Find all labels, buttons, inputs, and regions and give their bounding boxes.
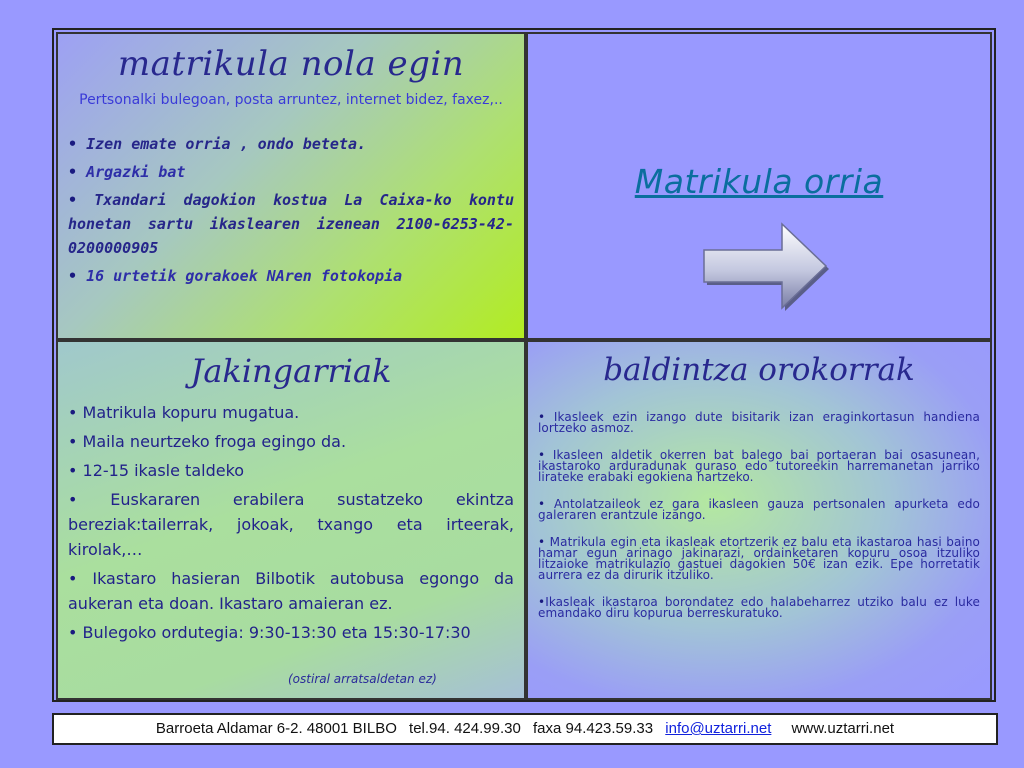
useful-info-panel <box>56 340 526 700</box>
list-item: • Euskararen erabilera sustatzeko ekintza bereziak:tailerrak, jokoak, txango eta irteerak, kirolak,… <box>68 490 514 559</box>
useful-info-list <box>58 400 524 645</box>
office-hours-note: (ostiral arratsaldetan ez) <box>288 672 437 686</box>
enrollment-how-panel <box>56 32 526 340</box>
footer-email-link[interactable]: info@uztarri.net <box>665 720 772 737</box>
list-item: • 16 urtetik gorakoek NAren fotokopia <box>68 267 403 285</box>
list-item: • Txandari dagokion kostua La Caixa-ko kontu honetan sartu ikaslearen izenean 2100-6253-42-0200000905 <box>68 191 514 257</box>
requirements-list <box>58 132 524 288</box>
list-item: • Matrikula egin eta ikasleak etortzerik ez balu eta ikastaroa hasi baino hamar egun arinago jakinarazi, ordainketaren kopuru osoa itzuliko litzaioke matrikulazio gastuei dagokien 50€ izan ezik. Epe horretatik aurrera ez da dirurik itzuliko. <box>538 535 980 582</box>
footer-address: Barroeta Aldamar 6-2. 48001 BILBO <box>155 720 397 737</box>
right-arrow-icon[interactable] <box>700 220 832 312</box>
footer-phone: tel.94. 424.99.30 <box>409 720 521 737</box>
registration-form-panel <box>526 32 992 340</box>
list-item: • Izen emate orria , ondo beteta. <box>68 135 367 153</box>
footer-website[interactable]: www.uztarri.net <box>791 720 895 737</box>
list-item: • Ikasleen aldetik okerren bat balego bai portaeran bai osasunean, ikastaroko arduradunak guraso edo tutoreekin harremanetan jarriko lirateke erabaki egokiena hartzeko. <box>538 448 981 484</box>
info-grid <box>52 28 996 702</box>
list-item: • Ikastaro hasieran Bilbotik autobusa egongo da aukeran eta doan. Ikastaro amaieran ez. <box>68 569 514 613</box>
list-item: • Antolatzaileok ez gara ikasleen gauza pertsonalen apurketa edo galeraren erantzule izango. <box>538 497 980 522</box>
enrollment-methods-text: Pertsonalki bulegoan, posta arruntez, internet bidez, faxez,.. <box>79 92 503 108</box>
list-item: • Bulegoko ordutegia: 9:30-13:30 eta 15:30-17:30 <box>68 623 471 642</box>
conditions-list <box>528 412 990 619</box>
general-conditions-panel <box>526 340 992 700</box>
useful-info-title: Jakingarriak <box>190 352 392 390</box>
registration-form-link[interactable]: Matrikula orria <box>634 162 884 201</box>
list-item: • Ikasleek ezin izango dute bisitarik izan eraginkortasun handiena lortzeko asmoz. <box>538 410 980 435</box>
list-item: • 12-15 ikasle taldeko <box>68 461 245 480</box>
list-item: • Maila neurtzeko froga egingo da. <box>68 432 347 451</box>
enrollment-how-title: matrikula nola egin <box>117 44 465 84</box>
contact-footer <box>52 713 998 745</box>
list-item: • Argazki bat <box>68 163 186 181</box>
list-item: •Ikasleak ikastaroa borondatez edo halabeharrez utziko balu ez luke emandako diru kopurua berreskuratuko. <box>538 595 980 620</box>
general-conditions-title: baldintza orokorrak <box>603 352 915 388</box>
list-item: • Matrikula kopuru mugatua. <box>68 403 300 422</box>
footer-fax: faxa 94.423.59.33 <box>532 720 654 737</box>
